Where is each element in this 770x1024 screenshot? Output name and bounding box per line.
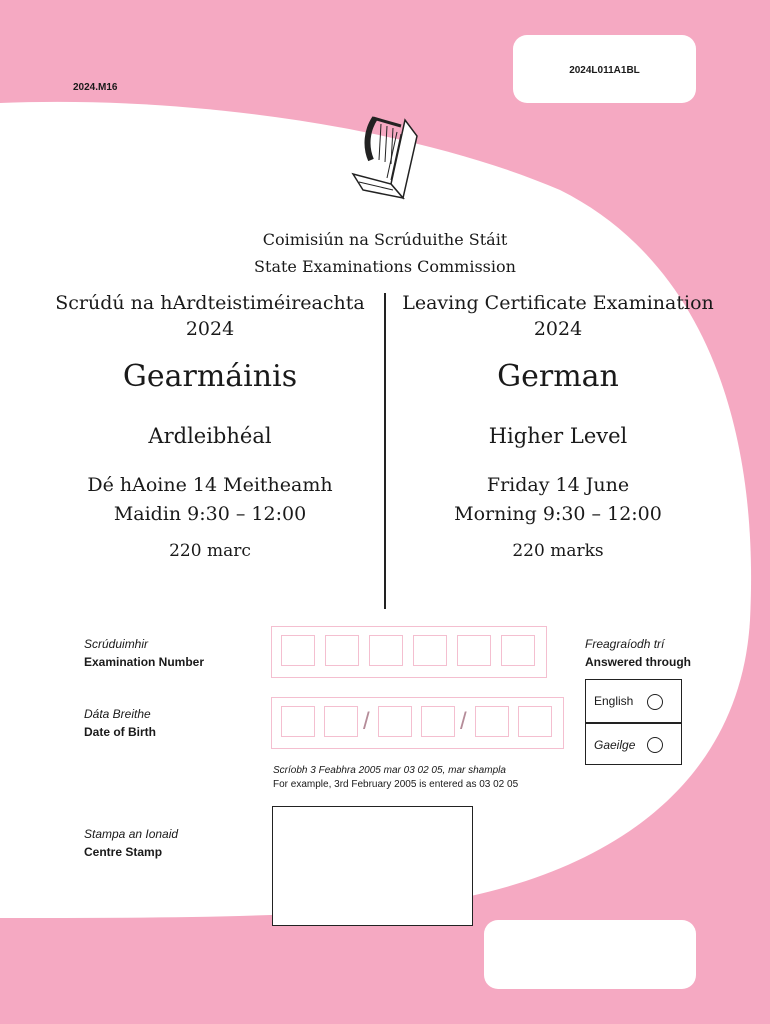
option-english-label: English [594, 694, 634, 708]
subject-irish: Gearmáinis [122, 359, 298, 394]
level-irish: Ardleibhéal [148, 424, 272, 448]
column-divider [384, 293, 386, 609]
marks-english: 220 marks [512, 541, 604, 561]
exam-number-digit[interactable] [501, 635, 535, 666]
dob-separator: / [363, 708, 370, 735]
option-gaeilge-label: Gaeilge [594, 738, 636, 752]
centre-stamp-box [272, 806, 473, 926]
commission-block [185, 226, 585, 280]
centre-stamp-label-irish: Stampa an Ionaid [84, 827, 179, 841]
commission-english: State Examinations Commission [254, 257, 516, 276]
harp-book-logo-icon [345, 112, 425, 204]
exam-number-digit[interactable] [325, 635, 359, 666]
dob-year-digit[interactable] [475, 706, 509, 737]
exam-number-label-english: Examination Number [84, 655, 205, 669]
language-choice-divider [586, 722, 681, 724]
dob-month-digit[interactable] [421, 706, 455, 737]
dob-day-digit[interactable] [324, 706, 358, 737]
dob-field[interactable] [271, 697, 564, 749]
dob-separator: / [460, 708, 467, 735]
exam-year-english: 2024 [533, 318, 583, 340]
dob-label-english: Date of Birth [84, 725, 156, 739]
dob-year-digit[interactable] [518, 706, 552, 737]
dob-example-english: For example, 3rd February 2005 is entered as 03 02 05 [273, 779, 519, 790]
time-english: Morning 9:30 – 12:00 [454, 503, 662, 525]
marks-irish: 220 marc [169, 541, 251, 561]
level-english: Higher Level [488, 424, 628, 448]
centre-stamp-label-english: Centre Stamp [84, 845, 163, 859]
bottom-blank-box [484, 920, 696, 989]
exam-number-digit[interactable] [457, 635, 491, 666]
exam-number-digit[interactable] [369, 635, 403, 666]
dob-example [273, 764, 518, 792]
subject-english: German [497, 359, 619, 394]
centre-stamp-label [84, 825, 178, 861]
language-choice-box [585, 679, 682, 765]
answered-through-english: Answered through [585, 655, 692, 669]
dob-example-irish: Scríobh 3 Feabhra 2005 mar 03 02 05, mar shampla [273, 765, 506, 776]
date-english: Friday 14 June [486, 474, 630, 496]
exam-title-english: Leaving Certificate Examination [402, 292, 714, 314]
barcode-code: 2024L011A1BL [569, 65, 640, 76]
exam-number-digit[interactable] [413, 635, 447, 666]
option-english-radio[interactable] [647, 694, 663, 710]
date-irish: Dé hAoine 14 Meitheamh [87, 474, 333, 496]
dob-day-digit[interactable] [281, 706, 315, 737]
exam-number-digit[interactable] [281, 635, 315, 666]
commission-irish: Coimisiún na Scrúduithe Stáit [262, 230, 508, 249]
exam-number-field[interactable] [271, 626, 547, 678]
left-column [40, 290, 380, 561]
answered-through-label [585, 635, 691, 671]
exam-number-label [84, 635, 204, 671]
exam-title-irish: Scrúdú na hArdteistiméireachta [55, 292, 365, 314]
answered-through-irish: Freagraíodh trí [585, 637, 665, 651]
option-gaeilge-radio[interactable] [647, 737, 663, 753]
barcode-box [513, 35, 696, 103]
exam-number-label-irish: Scrúduimhir [84, 637, 149, 651]
paper-code: 2024.M16 [73, 82, 118, 93]
exam-year-irish: 2024 [185, 318, 235, 340]
dob-label [84, 705, 156, 741]
dob-label-irish: Dáta Breithe [84, 707, 151, 721]
dob-month-digit[interactable] [378, 706, 412, 737]
right-column [388, 290, 728, 561]
time-irish: Maidin 9:30 – 12:00 [113, 503, 307, 525]
